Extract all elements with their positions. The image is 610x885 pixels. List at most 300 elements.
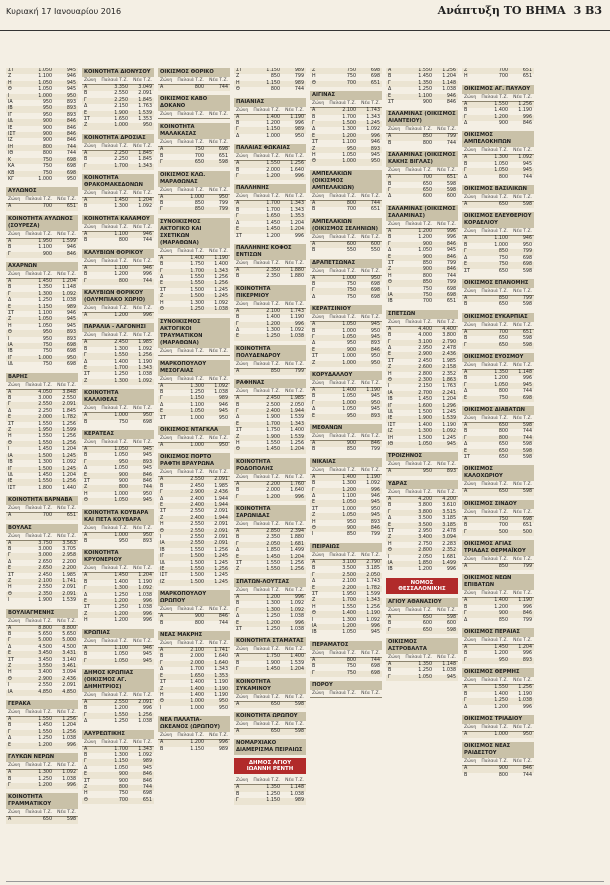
zone-cell: ΙΖ [160,579,165,585]
new-value-cell: 744 [522,429,532,435]
zone-cell: Θ [160,528,164,534]
table-header-row [462,362,534,370]
zone-cell: Α [84,573,88,579]
area-title: ΣΑΛΑΜΙΝΑΣ (ΟΙΚΙΣΜΟΣ ΣΑΛΑΜΙΝΑΣ) [386,205,458,221]
zone-cell: ΙΗ [388,435,394,441]
zone-cell: Α [160,194,164,200]
zone-table [82,134,154,170]
new-value-cell: 846 [446,254,456,260]
zone-cell: ΙΕ [388,416,393,422]
zone-cell: Β [388,140,392,146]
new-value-cell: 3.610 [442,503,456,509]
column-header: Ζώνη [388,168,401,174]
zone-cell: Δ [464,389,468,395]
new-value-cell: 1.880 [290,267,304,273]
table-header-row [158,732,230,740]
new-value-cell: 945 [142,446,152,452]
old-value-cell: 550 [346,248,356,254]
new-value-cell: 846 [522,121,532,127]
new-value-cell: 1.256 [290,161,304,167]
new-value-cell: 651 [142,797,152,803]
old-value-cell: 1.200 [266,321,280,327]
column-header: Νέα Τ.Ζ. [285,107,304,113]
old-value-cell: 700 [118,797,128,803]
new-value-cell: 945 [522,161,532,167]
new-value-cell: 1.092 [290,607,304,613]
new-value-cell: 950 [66,355,76,361]
zone-table [82,174,154,211]
old-value-cell: 1.150 [266,68,280,73]
zone-cell: Α [464,422,468,428]
new-value-cell: 3.461 [62,664,76,670]
table-row [6,783,78,789]
zone-table [386,638,458,681]
new-value-cell: 996 [294,233,304,239]
zone-cell: Ε [388,254,392,260]
old-value-cell: 1.400 [190,255,204,261]
old-value-cell: 1.300 [266,327,280,333]
new-value-cell: 1.245 [442,410,456,416]
table-header-row [82,77,154,85]
column-header: Παλαιά Τ.Ζ. [253,474,280,480]
old-value-cell: 1.300 [342,481,356,487]
zone-cell: Α [464,645,468,651]
zone-cell: Β [464,161,468,167]
old-value-cell: 650 [498,489,508,495]
column-header: Νέα Τ.Ζ. [209,733,228,739]
column-header: Νέα Τ.Ζ. [209,348,228,354]
new-value-cell: 1.190 [442,422,456,428]
new-value-cell: 799 [522,249,532,255]
old-value-cell: 850 [270,74,280,80]
old-value-cell: 800 [270,87,280,93]
old-value-cell: 1.150 [266,127,280,133]
zone-cell: Β [160,153,164,159]
table-body [462,598,534,624]
zone-cell: ΙΕ [160,567,165,573]
new-value-cell: 1.256 [290,567,304,573]
column-header: Παλαιά Τ.Ζ. [329,234,356,240]
zone-cell: ΙΑ [388,390,393,396]
area-title: ΟΙΚΙΣΜΟΣ ΕΛΕΥΘΕΡΙΟΥ ΚΟΡΔΕΛΙΟΥ [462,212,534,228]
zone-cell: Β [312,281,316,287]
new-value-cell: 846 [142,772,152,778]
old-value-cell: 750 [346,294,356,300]
new-value-cell: 1.944 [290,408,304,414]
table-row [234,234,306,240]
new-value-cell: 1.190 [214,692,228,698]
old-value-cell: 1.550 [114,353,128,359]
column-header: Παλαιά Τ.Ζ. [25,810,52,816]
new-value-cell: 1.245 [442,435,456,441]
old-value-cell: 750 [346,74,356,80]
old-value-cell: 2.650 [38,566,52,572]
new-value-cell: 1.148 [442,80,456,86]
table-body [462,296,534,309]
new-value-cell: 1.148 [290,785,304,791]
zone-cell: Β [84,346,88,352]
new-value-cell: 945 [66,87,76,93]
new-value-cell: 945 [370,513,380,519]
zone-table [158,318,230,356]
zone-table [310,68,382,87]
zone-cell: Γ [84,586,87,592]
zone-cell: Ι [388,554,390,560]
column-header: Παλαιά Τ.Ζ. [481,322,508,328]
column-header: Παλαιά Τ.Ζ. [253,587,280,593]
new-value-cell: 989 [294,80,304,86]
old-value-cell: 1.050 [114,658,128,664]
new-value-cell: 598 [446,188,456,194]
new-value-cell: 598 [294,728,304,734]
old-value-cell: 1.200 [494,376,508,382]
new-value-cell: 846 [370,347,380,353]
zone-table [6,187,78,210]
column-header: Νέα Τ.Ζ. [133,739,152,745]
old-value-cell: 1.400 [494,691,508,697]
area-title: ΒΑΡΗΣ [6,373,78,382]
new-value-cell: 698 [66,164,76,170]
old-value-cell: 900 [42,125,52,131]
zone-cell: Γ [312,572,315,578]
new-value-cell: 846 [142,778,152,784]
zone-cell: Γ [84,97,87,103]
new-value-cell: 698 [66,362,76,368]
new-value-cell: 1.343 [290,421,304,427]
old-value-cell: 800 [42,144,52,150]
column-header: Νέα Τ.Ζ. [513,638,532,644]
column-header: Νέα Τ.Ζ. [361,234,380,240]
zone-cell: ΙΔ [8,362,13,368]
zone-table [462,628,534,664]
zone-cell: Ζ [312,68,316,73]
zone-cell: Α [160,614,164,620]
new-value-cell: 950 [218,415,228,421]
column-header: Νέα Τ.Ζ. [285,154,304,160]
table-header-row [310,690,382,698]
new-value-cell: 1.256 [442,68,456,73]
old-value-cell: 1.900 [266,660,280,666]
zone-cell: ΣΤ [464,268,470,274]
table-row [462,564,534,570]
new-value-cell: 698 [522,255,532,261]
zone-cell: ΣΤ [388,358,394,364]
old-value-cell: 1.100 [418,93,432,99]
column-header: Ζώνη [84,638,97,644]
zone-cell: Γ [388,188,391,194]
column-header: Παλαιά Τ.Ζ. [329,467,356,473]
table-body [82,313,154,319]
table-body [6,68,78,183]
old-value-cell: 2.000 [266,488,280,494]
table-body [6,513,78,519]
new-value-cell: 1.038 [62,298,76,304]
zone-cell: Β [84,272,88,278]
old-value-cell: 1.850 [266,548,280,554]
old-value-cell: 2.850 [266,529,280,535]
new-value-cell: 1.845 [138,150,152,156]
new-value-cell: 799 [446,280,456,286]
new-value-cell: 1.038 [62,776,76,782]
new-value-cell: 698 [142,791,152,797]
column-header: Παλαιά Τ.Ζ. [481,362,508,368]
zone-cell: Η [236,441,240,446]
new-value-cell: 1.256 [62,440,76,446]
old-value-cell: 1.000 [190,194,204,200]
table-body [234,529,306,574]
new-value-cell: 1.343 [290,207,304,213]
table-row [158,307,230,313]
old-value-cell: 1.150 [114,759,128,765]
old-value-cell: 1.200 [114,706,128,712]
new-value-cell: 1.204 [442,397,456,403]
zone-cell: Ζ [8,317,12,323]
zone-cell: ΙΔ [160,560,165,566]
zone-cell: Ι [8,93,10,99]
zone-table [158,95,230,119]
new-value-cell: 1.296 [442,403,456,409]
old-value-cell: 2.250 [114,97,128,103]
old-value-cell: 900 [422,241,432,247]
column-header: Ζώνη [160,641,173,647]
zone-table [310,543,382,637]
old-value-cell: 700 [422,299,432,305]
table-header-row [6,533,78,541]
table-row [234,334,306,340]
table-body [234,115,306,141]
zone-cell: Γ [160,396,163,402]
old-value-cell: 750 [422,286,432,292]
zone-table [234,285,306,341]
zone-table [234,379,306,454]
area-title: ΟΙΚΙΣΜΟΣ ΑΓ. ΠΑΥΛΟΥ [462,85,534,94]
column-header: Νέα Τ.Ζ. [133,333,152,339]
zone-table [234,505,306,574]
column-header: Ζώνη [8,231,21,237]
price-column [386,68,458,880]
zone-cell: Ζ [464,68,468,73]
column-header: Ζώνη [236,107,249,113]
new-value-cell: 1.880 [290,535,304,541]
new-value-cell: 1.539 [62,598,76,604]
new-value-cell: 1.256 [138,712,152,718]
zone-cell: Γ [388,241,391,247]
new-value-cell: 3.800 [442,333,456,339]
new-value-cell: 4.500 [62,644,76,650]
zone-table [82,669,154,726]
zone-cell: Β [388,503,392,509]
old-value-cell: 800 [498,429,508,435]
zone-cell: Β [464,691,468,697]
table-row [462,202,534,208]
column-header: Ζώνη [84,739,97,745]
old-value-cell: 850 [270,368,280,374]
zone-cell: Α [236,267,240,273]
column-header: Παλαιά Τ.Ζ. [101,406,128,412]
new-value-cell: 1.256 [62,479,76,485]
old-value-cell: 750 [194,147,204,153]
old-value-cell: 1.050 [418,442,432,448]
old-value-cell: 800 [118,784,128,790]
old-value-cell: 2.550 [114,699,128,705]
new-value-cell: 598 [522,422,532,428]
new-value-cell: 1.343 [290,201,304,207]
column-header: Παλαιά Τ.Ζ. [101,739,128,745]
zone-cell: Ζ [84,784,88,790]
new-value-cell: 846 [446,241,456,247]
new-value-cell: 1.985 [290,396,304,402]
column-header: Ζώνη [160,78,173,83]
old-value-cell: 1.300 [342,617,356,623]
old-value-cell: 3.000 [38,396,52,402]
new-value-cell: 5.650 [62,632,76,637]
old-value-cell: 850 [422,280,432,286]
zone-cell: Α [8,513,12,519]
column-header: Νέα Τ.Ζ. [133,305,152,311]
old-value-cell: 750 [42,164,52,170]
zone-cell: Θ [312,526,316,532]
zone-cell: Γ [160,490,163,496]
column-header: Ζώνη [8,382,21,388]
old-value-cell: 1.800 [38,485,52,491]
zone-cell: Δ [236,415,240,421]
column-header: Ζώνη [84,191,97,197]
old-value-cell: 1.550 [38,421,52,427]
zone-cell: ΙΘ [388,442,394,448]
new-value-cell: 1.148 [442,661,456,667]
new-value-cell: 2.352 [442,548,456,554]
old-value-cell: 1.500 [38,453,52,459]
column-header: Παλαιά Τ.Ζ. [101,78,128,83]
table-header-row [158,435,230,443]
new-value-cell: 1.343 [214,667,228,673]
old-value-cell: 3.000 [38,553,52,559]
new-value-cell: 1.245 [214,294,228,300]
new-value-cell: 996 [522,704,532,710]
old-value-cell: 1.550 [38,440,52,446]
zone-cell: Ε [8,566,12,572]
old-value-cell: 1.300 [190,300,204,306]
old-value-cell: 1.400 [494,598,508,604]
column-header: Παλαιά Τ.Ζ. [253,301,280,307]
table-header-row [462,637,534,645]
zone-cell: Β [84,204,88,210]
old-value-cell: 1.000 [342,275,356,281]
new-value-cell: 744 [370,200,380,206]
area-title: ΑΜΠΕΛΑΚΙΩΝ (ΟΙΚΙΣΜΟΣ ΣΕΛΗΝΙΩΝ) [310,218,382,234]
zone-cell: Β [84,453,88,459]
table-body [82,447,154,505]
table-row [462,269,534,275]
old-value-cell: 1.500 [190,573,204,579]
new-value-cell: 2.091 [62,585,76,591]
zone-cell: Ε [388,522,392,528]
column-header: Παλαιά Τ.Ζ. [101,224,128,230]
new-value-cell: 799 [294,74,304,80]
zone-cell: Η [160,300,164,306]
table-header-row [310,650,382,658]
zone-table [158,68,230,91]
new-value-cell: 846 [446,267,456,273]
column-header: Ζώνη [8,533,21,539]
new-value-cell: 698 [522,516,532,522]
table-row [82,539,154,545]
zone-cell: ΙΣΤ [8,485,16,491]
table-body [234,482,306,501]
old-value-cell: 750 [42,343,52,348]
zone-cell: Δ [84,466,88,472]
new-value-cell: 744 [446,273,456,279]
old-value-cell: 2.550 [38,402,52,408]
table-header-row [6,709,78,717]
area-title: ΟΙΚΙΣΜΟΣ ΚΑΛΟΧΩΡΙΟΥ [462,465,534,481]
zone-table [6,700,78,749]
table-row [6,486,78,492]
table-row [234,134,306,140]
new-value-cell: 1.038 [290,334,304,340]
new-value-cell: 799 [446,260,456,266]
new-value-cell: 698 [370,68,380,73]
column-header: Νέα Τ.Ζ. [57,271,76,277]
table-body [462,732,534,738]
column-header: Νέα Τ.Ζ. [513,94,532,100]
zone-cell: Α [464,236,468,242]
zone-cell: Ε [84,110,88,116]
table-header-row [234,260,306,268]
old-value-cell: 2.950 [418,345,432,351]
old-value-cell: 1.550 [190,547,204,553]
table-body [462,202,534,208]
old-value-cell: 2.000 [266,167,280,173]
new-value-cell: 744 [142,278,152,284]
zone-cell: Α [464,598,468,604]
old-value-cell: 1.050 [494,168,508,174]
zone-table [386,310,458,449]
table-header-row [158,376,230,384]
table-body [234,702,306,708]
new-value-cell: 1.190 [214,686,228,692]
column-header: Ζώνη [8,197,21,203]
zone-cell: Η [8,434,12,440]
new-value-cell: 946 [522,236,532,242]
area-title: ΟΙΚΙΣΜΟΣ ΕΥΟΣΜΟΥ [462,353,534,362]
column-header: Νέα Τ.Ζ. [133,224,152,230]
new-value-cell: 1.782 [62,415,76,421]
new-value-cell: 2.091 [138,699,152,705]
zone-cell: Γ [84,712,87,718]
zone-table [234,458,306,501]
table-body [234,309,306,341]
zone-table [82,249,154,285]
zone-cell: Β [312,447,316,453]
zone-table [234,637,306,673]
new-value-cell: 3.705 [62,546,76,552]
zone-cell: Α [160,147,164,153]
old-value-cell: 1.200 [266,233,280,239]
new-value-cell: 598 [522,489,532,495]
old-value-cell: 1.050 [342,322,356,328]
zone-cell: Β [388,235,392,241]
old-value-cell: 900 [42,251,52,257]
old-value-cell: 1.250 [494,698,508,704]
zone-cell: Ζ [84,123,88,129]
old-value-cell: 650 [498,342,508,348]
old-value-cell: 1.200 [38,782,52,788]
area-title: ΚΕΡΑΤΣΙΝΙΟΥ [310,305,382,314]
old-value-cell: 2.000 [38,415,52,421]
old-value-cell: 1.250 [266,334,280,340]
zone-cell: Η [160,692,164,698]
